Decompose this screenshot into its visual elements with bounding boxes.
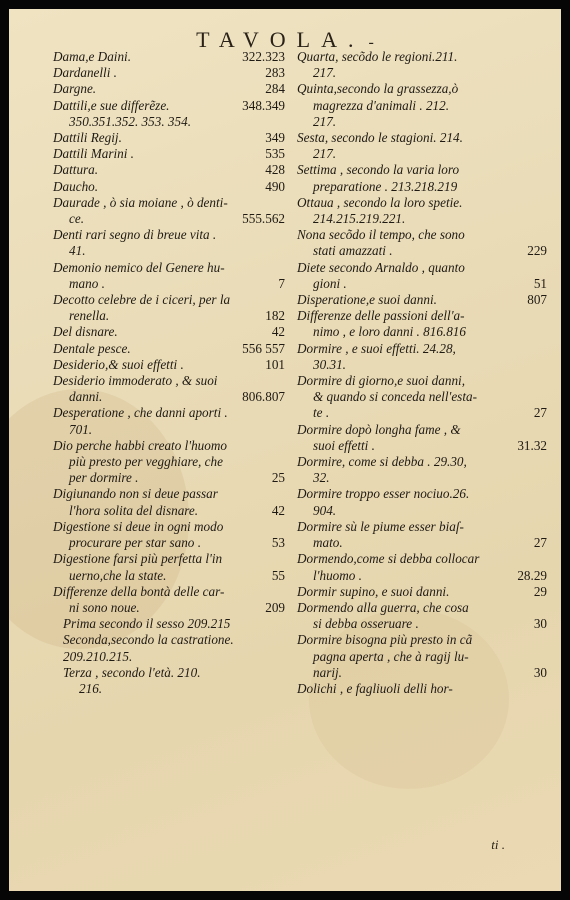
index-entry [297, 632, 547, 681]
entry-text: Diete secondo Arnaldo , quanto [297, 259, 465, 275]
entry-line [297, 470, 547, 486]
entry-line [297, 373, 547, 389]
entry-text: pagna aperta , che à ragij lu- [313, 648, 469, 664]
entry-page-number: 535 [265, 146, 285, 162]
entry-text: renella. [69, 308, 110, 324]
entry-line [297, 584, 547, 600]
entry-line [297, 632, 547, 648]
entry-page-number: 348.349 [242, 97, 285, 113]
entry-line [53, 341, 285, 357]
index-entry [297, 49, 547, 81]
entry-text: Disperatione,e suoi danni. [297, 292, 437, 308]
entry-line [53, 81, 285, 97]
index-entry [53, 341, 285, 357]
entry-line [53, 470, 285, 486]
entry-text: 30.31. [313, 356, 346, 372]
index-entry [297, 162, 547, 194]
entry-text: Differenze delle passioni dell'a- [297, 308, 465, 324]
index-entry [297, 373, 547, 422]
index-entry [53, 179, 285, 195]
entry-text: Quarta, secõdo le regioni.211. [297, 49, 458, 64]
entry-line [53, 324, 285, 340]
entry-text: Differenze della bontà delle car- [53, 583, 225, 599]
entry-text: Terza , secondo l'età. 210. [63, 664, 201, 680]
index-entry [53, 616, 285, 632]
entry-line [297, 486, 547, 502]
entry-text: mano . [69, 275, 105, 291]
entry-line [53, 146, 285, 162]
index-entry [53, 373, 285, 405]
entry-line [297, 243, 547, 259]
entry-page-number: 27 [533, 535, 547, 551]
index-entry [297, 584, 547, 600]
entry-line [53, 260, 285, 276]
entry-text: 41. [69, 243, 86, 259]
entry-text: Dio perche habbi creato l'huomo [53, 437, 227, 453]
entry-text: Dama,e Daini. [53, 49, 132, 64]
entry-line [297, 81, 547, 97]
index-entry [53, 405, 285, 437]
entry-text: 32. [313, 470, 330, 486]
entry-page-number: 55 [271, 567, 285, 583]
index-entry [53, 551, 285, 583]
entry-line [297, 357, 547, 373]
entry-text: l'hora solita del disnare. [69, 502, 199, 518]
entry-page-number: 28.29 [517, 567, 547, 583]
entry-text: 216. [79, 680, 103, 696]
index-entry [53, 81, 285, 97]
entry-page-number: 31.32 [517, 437, 547, 453]
entry-line [53, 98, 285, 114]
entry-line [53, 551, 285, 567]
entry-line [53, 211, 285, 227]
entry-text: 214.215.219.221. [313, 211, 406, 227]
entry-line [53, 130, 285, 146]
entry-text: nimo , e loro danni . 816.816 [313, 324, 466, 340]
index-entry [53, 584, 285, 616]
entry-line [297, 568, 547, 584]
entry-text: più presto per vegghiare, che [69, 454, 223, 470]
entry-text: Dargne. [53, 81, 97, 97]
index-entry [53, 146, 285, 162]
entry-text: Sesta, secondo le stagioni. 214. [297, 130, 463, 146]
index-entry [53, 227, 285, 259]
entry-line [53, 308, 285, 324]
entry-text: Dardanelli . [53, 65, 117, 81]
entry-text: ni sono noue. [69, 599, 140, 615]
entry-page-number: 30 [533, 616, 547, 632]
index-column-right [297, 49, 547, 697]
entry-text: Digestione si deue in ogni modo [53, 518, 224, 534]
entry-text: Dormendo,come si debba collocar [297, 551, 480, 567]
entry-text: Dormire, come si debba . 29.30, [297, 454, 467, 470]
entry-line [53, 114, 285, 130]
entry-page-number: 182 [265, 308, 285, 324]
entry-text: Dormendo alla guerra, che cosa [297, 599, 469, 615]
entry-text: uerno,che la state. [69, 567, 167, 583]
entry-line [297, 519, 547, 535]
entry-text: Dormire dopò longha fame , & [297, 421, 461, 437]
entry-line [297, 503, 547, 519]
entry-text: Daucho. [53, 178, 99, 194]
entry-text: ce. [69, 211, 85, 227]
entry-text: narij. [313, 664, 342, 680]
entry-text: Dormire troppo esser nociuo.26. [297, 486, 470, 502]
entry-text: Dormire bisogna più presto in cã [297, 632, 473, 648]
index-entry [297, 454, 547, 486]
entry-text: Daurade , ò sia moiane , ò denti- [53, 194, 228, 210]
entry-text: Ottaua , secondo la loro spetie. [297, 194, 463, 210]
entry-line [53, 373, 285, 389]
entry-text: Nona secõdo il tempo, che sono [297, 227, 465, 243]
entry-line [53, 292, 285, 308]
entry-line [53, 600, 285, 616]
entry-line [297, 681, 547, 697]
entry-line [53, 357, 285, 373]
index-entry [53, 65, 285, 81]
entry-line [297, 65, 547, 81]
index-entry [53, 632, 285, 648]
index-entry [53, 519, 285, 551]
entry-page-number: 101 [265, 356, 285, 372]
entry-text: Dormir supino, e suoi danni. [297, 583, 450, 599]
entry-line [53, 519, 285, 535]
entry-line [63, 665, 285, 681]
entry-line [297, 422, 547, 438]
entry-line [53, 584, 285, 600]
header-title: TAVOLA. [196, 27, 365, 52]
entry-line [53, 49, 285, 65]
entry-line [53, 486, 285, 502]
entry-line [297, 292, 547, 308]
entry-page-number: 209 [265, 599, 285, 615]
index-entry [297, 130, 547, 162]
entry-line [297, 649, 547, 665]
entry-page-number: 807 [527, 292, 547, 308]
entry-text: Digiunando non si deue passar [53, 486, 218, 502]
entry-text: l'huomo . [313, 567, 362, 583]
entry-text: Denti rari segno di breue vita . [53, 227, 217, 243]
entry-text: Dormire sù le piume esser biaſ- [297, 518, 464, 534]
entry-page-number: 42 [271, 502, 285, 518]
entry-line [53, 227, 285, 243]
entry-text: Prima secondo il sesso 209.215 [63, 616, 231, 632]
entry-line [297, 98, 547, 114]
index-entry [53, 486, 285, 518]
entry-text: danni. [69, 389, 103, 405]
index-entry [297, 681, 547, 697]
entry-page-number: 284 [265, 81, 285, 97]
entry-text: 701. [69, 421, 93, 437]
entry-line [53, 454, 285, 470]
index-entry [53, 260, 285, 292]
index-entry [297, 519, 547, 551]
entry-line [297, 211, 547, 227]
entry-line [297, 665, 547, 681]
entry-text: Demonio nemico del Genere hu- [53, 259, 225, 275]
entry-text: magrezza d'animali . 212. [313, 97, 450, 113]
entry-page-number: 53 [271, 535, 285, 551]
entry-line [297, 551, 547, 567]
entry-text: mato. [313, 535, 343, 551]
entry-line [53, 389, 285, 405]
index-entry [53, 49, 285, 65]
entry-text: preparatione . 213.218.219 [313, 178, 458, 194]
entry-line [63, 632, 285, 648]
entry-text: Quinta,secondo la grassezza,ò [297, 81, 459, 97]
entry-text: Desiderio,& suoi effetti . [53, 356, 184, 372]
entry-page-number: 51 [533, 275, 547, 291]
entry-line [53, 535, 285, 551]
entry-text: per dormire . [69, 470, 139, 486]
index-entry [53, 162, 285, 178]
index-entry [297, 260, 547, 292]
index-entry [53, 357, 285, 373]
index-entry [53, 438, 285, 487]
entry-line [297, 49, 547, 65]
entry-line [53, 179, 285, 195]
entry-line [297, 341, 547, 357]
entry-line [53, 65, 285, 81]
entry-line [297, 195, 547, 211]
index-entry [53, 649, 285, 665]
index-entry [53, 665, 285, 697]
entry-page-number: 556 557 [242, 340, 285, 356]
index-entry [297, 486, 547, 518]
entry-line [297, 405, 547, 421]
entry-text: gioni . [313, 275, 347, 291]
entry-text: stati amazzati . [313, 243, 393, 259]
entry-line [297, 130, 547, 146]
entry-line [297, 179, 547, 195]
entry-line [53, 243, 285, 259]
entry-text: te . [313, 405, 330, 421]
entry-page-number: 490 [265, 178, 285, 194]
entry-text: Del disnare. [53, 324, 118, 340]
entry-text: suoi effetti . [313, 437, 375, 453]
index-entry [53, 98, 285, 130]
entry-text: & quando si conceda nell'esta- [313, 389, 477, 405]
header-mark: - [368, 34, 374, 51]
entry-page-number: 42 [271, 324, 285, 340]
entry-line [297, 616, 547, 632]
entry-line [297, 276, 547, 292]
entry-text: 350.351.352. 353. 354. [69, 113, 191, 129]
entry-line [297, 438, 547, 454]
entry-text: Dormire di giorno,e suoi danni, [297, 373, 466, 389]
entry-text: Dentale pesce. [53, 340, 131, 356]
entry-text: 209.210.215. [63, 648, 133, 664]
entry-line [297, 162, 547, 178]
entry-text: si debba osseruare . [313, 616, 419, 632]
entry-text: Dattili Regij. [53, 130, 122, 146]
entry-text: 904. [313, 502, 337, 518]
entry-line [297, 600, 547, 616]
entry-text: Decotto celebre de i ciceri, per la [53, 292, 231, 308]
index-entry [297, 292, 547, 308]
entry-text: Digestione farsi più perfetta l'in [53, 551, 223, 567]
entry-line [297, 308, 547, 324]
index-entry [297, 422, 547, 454]
entry-line [63, 681, 285, 697]
entry-text: Desiderio immoderato , & suoi [53, 373, 218, 389]
entry-line [53, 438, 285, 454]
index-entry [297, 195, 547, 227]
entry-line [63, 616, 285, 632]
entry-line [53, 568, 285, 584]
entry-line [297, 324, 547, 340]
entry-text: Dolichi , e fagliuoli delli hor- [297, 680, 453, 696]
index-entry [53, 292, 285, 324]
index-entry [297, 341, 547, 373]
entry-text: Seconda,secondo la castratione. [63, 632, 234, 648]
entry-page-number: 349 [265, 130, 285, 146]
book-page [9, 9, 561, 891]
entry-text: procurare per star sano . [69, 535, 201, 551]
index-column-left [53, 49, 285, 697]
index-entry [297, 227, 547, 259]
entry-page-number: 229 [527, 243, 547, 259]
entry-line [53, 162, 285, 178]
entry-text: Dattili,e sue differẽze. [53, 97, 170, 113]
index-entry [297, 308, 547, 340]
index-entry [53, 130, 285, 146]
entry-text: Dattili Marini . [53, 146, 134, 162]
entry-page-number: 30 [533, 664, 547, 680]
entry-page-number: 27 [533, 405, 547, 421]
entry-line [297, 260, 547, 276]
entry-text: 217. [313, 113, 337, 129]
entry-text: 217. [313, 65, 337, 81]
entry-line [53, 276, 285, 292]
entry-line [53, 503, 285, 519]
index-entry [297, 600, 547, 632]
entry-page-number: 283 [265, 65, 285, 81]
index-entry [297, 81, 547, 130]
entry-line [53, 422, 285, 438]
entry-page-number: 806.807 [242, 389, 285, 405]
index-entry [53, 324, 285, 340]
entry-text: Desperatione , che danni aporti . [53, 405, 228, 421]
catchword: ti . [491, 837, 505, 852]
entry-page-number: 25 [271, 470, 285, 486]
entry-page-number: 322.323 [242, 49, 285, 64]
entry-page-number: 29 [533, 583, 547, 599]
index-entry [297, 551, 547, 583]
entry-line [53, 405, 285, 421]
entry-text: Dormire , e suoi effetti. 24.28, [297, 340, 456, 356]
entry-line [297, 146, 547, 162]
entry-line [297, 454, 547, 470]
entry-page-number: 555.562 [242, 211, 285, 227]
entry-text: 217. [313, 146, 337, 162]
entry-text: Dattura. [53, 162, 99, 178]
index-entry [53, 195, 285, 227]
entry-line [297, 389, 547, 405]
entry-text: Settima , secondo la varia loro [297, 162, 460, 178]
entry-line [297, 114, 547, 130]
entry-line [53, 195, 285, 211]
entry-page-number: 7 [278, 275, 285, 291]
entry-line [297, 535, 547, 551]
entry-line [63, 649, 285, 665]
entry-line [297, 227, 547, 243]
entry-page-number: 428 [265, 162, 285, 178]
